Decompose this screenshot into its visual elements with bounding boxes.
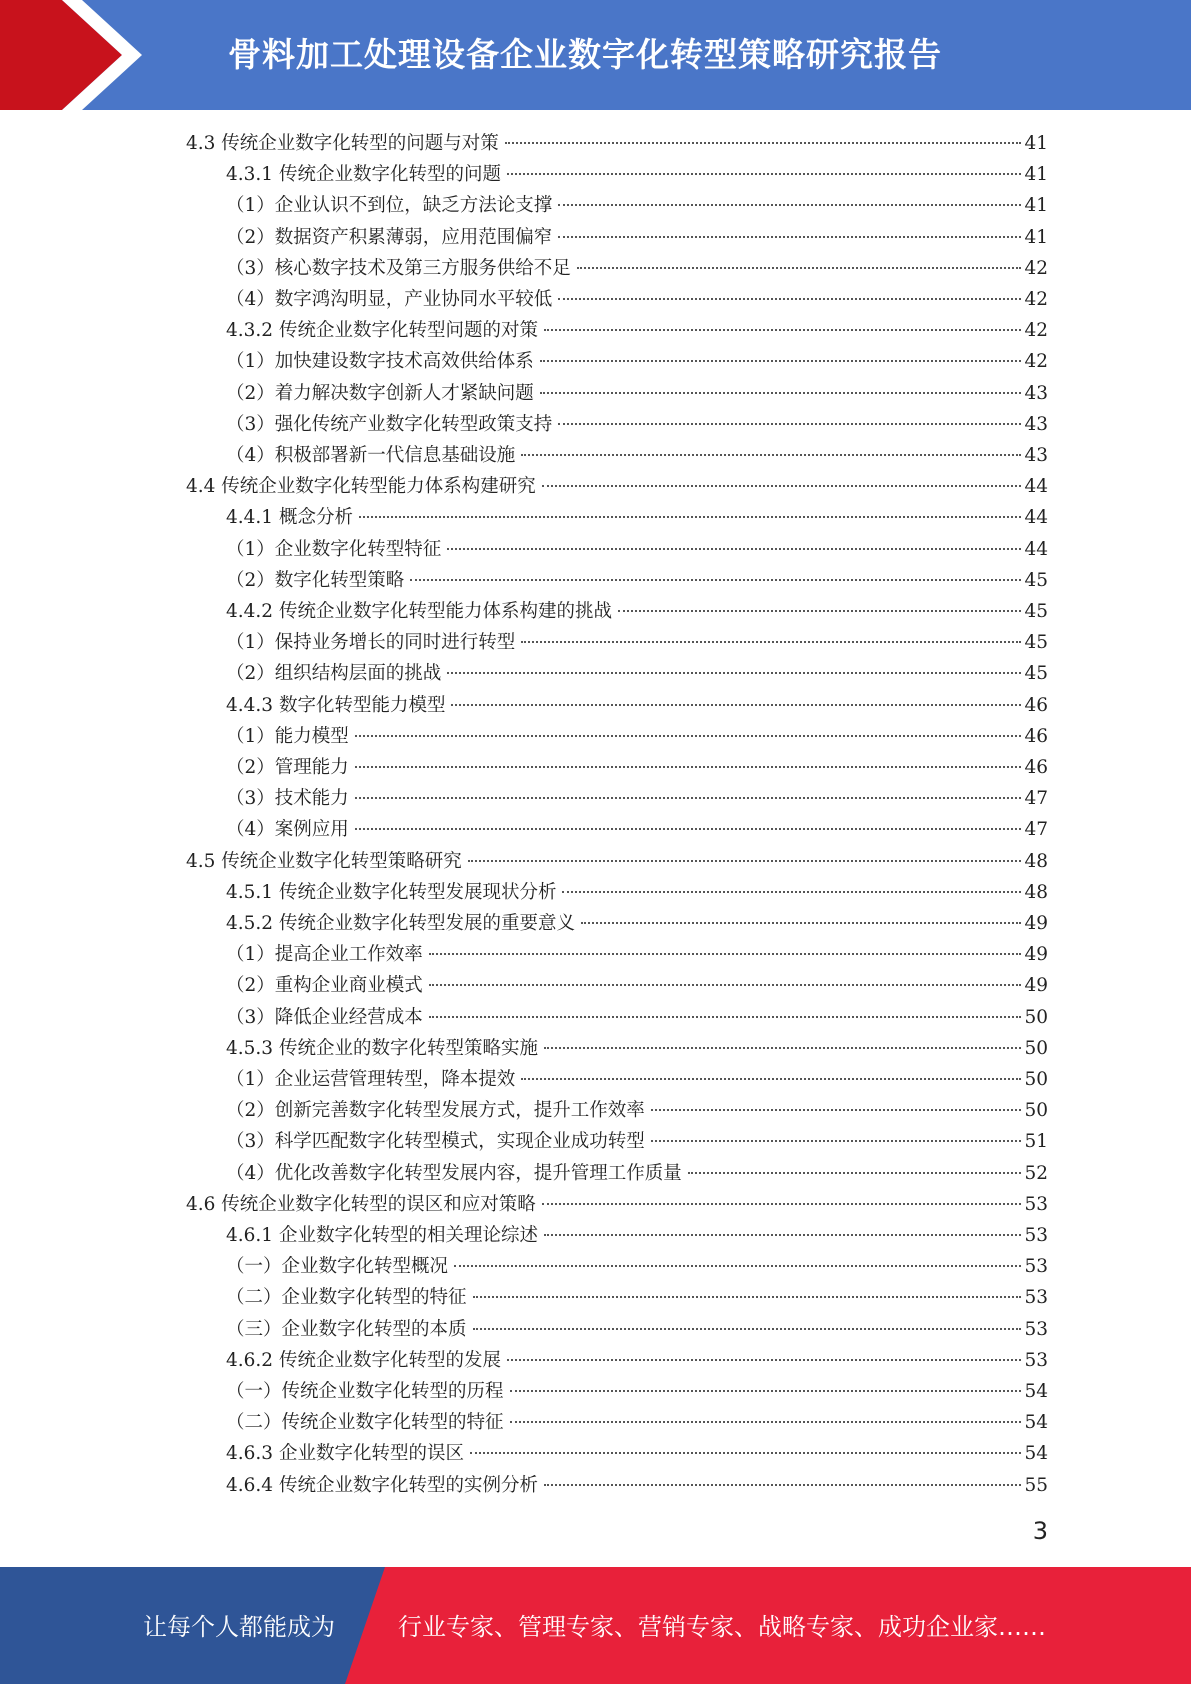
toc-leader-dots: [558, 236, 1021, 238]
toc-entry[interactable]: [186, 846, 1048, 877]
toc-entry[interactable]: [226, 752, 1048, 783]
toc-entry-page: 46: [1024, 757, 1048, 778]
toc-leader-dots: [359, 516, 1022, 518]
toc-entry[interactable]: [226, 1376, 1048, 1407]
toc-entry-page: 50: [1024, 1069, 1048, 1090]
toc-entry[interactable]: [226, 690, 1048, 721]
toc-leader-dots: [473, 1296, 1022, 1298]
toc-entry-page: 41: [1024, 133, 1048, 154]
toc-entry-title: （一）传统企业数字化转型的历程: [226, 1381, 504, 1402]
toc-entry[interactable]: [226, 1158, 1048, 1189]
toc-leader-dots: [521, 454, 1021, 456]
toc-entry-page: 43: [1024, 445, 1048, 466]
toc-leader-dots: [544, 1484, 1021, 1486]
toc-leader-dots: [544, 1047, 1021, 1049]
toc-entry-page: 41: [1024, 164, 1048, 186]
footer-band: [0, 1567, 1191, 1684]
toc-entry-title: 4.5 传统企业数字化转型策略研究: [186, 850, 462, 872]
toc-entry-title: 4.6.2 传统企业数字化转型的发展: [226, 1349, 501, 1371]
toc-entry-page: 41: [1024, 226, 1048, 248]
toc-entry-title: 4.5.3 传统企业的数字化转型策略实施: [226, 1037, 538, 1059]
toc-entry-title: （1）保持业务增长的同时进行转型: [226, 632, 516, 654]
toc-leader-dots: [542, 485, 1022, 487]
toc-entry-title: （3）核心数字技术及第三方服务供给不足: [226, 257, 571, 279]
toc-entry-page: 53: [1024, 1193, 1048, 1215]
toc-leader-dots: [355, 766, 1022, 768]
toc-entry-title: （一）企业数字化转型概况: [226, 1256, 449, 1278]
toc-leader-dots: [562, 891, 1021, 893]
toc-entry-title: （3）技术能力: [226, 788, 349, 810]
toc-entry[interactable]: [226, 658, 1048, 689]
toc-entry-page: 44: [1024, 507, 1048, 529]
report-title: 骨料加工处理设备企业数字化转型策略研究报告: [228, 35, 942, 74]
toc-entry-page: 41: [1024, 195, 1048, 217]
toc-entry[interactable]: [186, 1189, 1048, 1220]
toc-entry-page: 51: [1024, 1131, 1048, 1153]
toc-entry-title: （2）管理能力: [226, 757, 349, 778]
toc-leader-dots: [618, 610, 1021, 612]
toc-entry-title: 4.6.1 企业数字化转型的相关理论综述: [226, 1225, 538, 1246]
toc-entry[interactable]: [226, 378, 1048, 409]
toc-entry-title: 4.6 传统企业数字化转型的误区和应对策略: [186, 1193, 536, 1215]
toc-entry-page: 52: [1024, 1162, 1048, 1184]
toc-entry-title: （三）企业数字化转型的本质: [226, 1318, 467, 1340]
toc-entry[interactable]: [226, 502, 1048, 533]
toc-entry[interactable]: [186, 128, 1048, 159]
toc-entry[interactable]: [226, 190, 1048, 221]
toc-entry-title: （3）降低企业经营成本: [226, 1006, 423, 1028]
toc-leader-dots: [651, 1140, 1022, 1142]
toc-entry[interactable]: [226, 159, 1048, 190]
toc-leader-dots: [429, 984, 1022, 986]
toc-entry-page: 53: [1024, 1349, 1048, 1371]
toc-entry-page: 54: [1024, 1443, 1048, 1465]
toc-entry[interactable]: [226, 565, 1048, 596]
toc-leader-dots: [473, 1328, 1022, 1330]
page-number: 3: [1032, 1517, 1048, 1545]
toc-entry-title: （2）着力解决数字创新人才紧缺问题: [226, 382, 534, 404]
toc-entry-page: 44: [1024, 476, 1048, 498]
toc-entry-page: 49: [1024, 944, 1048, 966]
toc-entry[interactable]: [226, 814, 1048, 845]
toc-entry[interactable]: [226, 939, 1048, 970]
toc-entry-title: 4.4.1 概念分析: [226, 507, 353, 529]
toc-leader-dots: [510, 1390, 1022, 1392]
toc-leader-dots: [507, 1359, 1021, 1361]
toc-entry-title: （2）组织结构层面的挑战: [226, 663, 442, 685]
toc-entry-title: 4.6.4 传统企业数字化转型的实例分析: [226, 1474, 538, 1496]
toc-entry[interactable]: [226, 1126, 1048, 1157]
toc-entry-page: 53: [1024, 1256, 1048, 1278]
toc-leader-dots: [507, 173, 1021, 175]
toc-leader-dots: [454, 1265, 1021, 1267]
toc-leader-dots: [451, 704, 1021, 706]
toc-leader-dots: [540, 392, 1022, 394]
toc-entry-title: （3）强化传统产业数字化转型政策支持: [226, 413, 553, 435]
toc-entry-title: 4.5.1 传统企业数字化转型发展现状分析: [226, 881, 557, 903]
toc-entry[interactable]: [226, 1438, 1048, 1469]
toc-entry-page: 53: [1024, 1225, 1048, 1246]
toc-leader-dots: [544, 329, 1021, 331]
toc-entry-page: 54: [1024, 1412, 1048, 1434]
toc-leader-dots: [542, 1203, 1022, 1205]
toc-entry-page: 50: [1024, 1006, 1048, 1028]
toc-leader-dots: [429, 1016, 1022, 1018]
header-chevron-icon: [0, 0, 150, 110]
toc-entry[interactable]: [186, 471, 1048, 502]
toc-leader-dots: [651, 1109, 1022, 1111]
toc-leader-dots: [429, 953, 1022, 955]
toc-entry-page: 55: [1024, 1474, 1048, 1496]
toc-entry-page: 49: [1024, 975, 1048, 997]
toc-entry-title: 4.4.2 传统企业数字化转型能力体系构建的挑战: [226, 601, 612, 622]
toc-entry-page: 42: [1024, 320, 1048, 342]
toc-entry[interactable]: [226, 908, 1048, 939]
toc-entry-page: 45: [1024, 632, 1048, 654]
toc-leader-dots: [688, 1172, 1022, 1174]
toc-entry-page: 45: [1024, 569, 1048, 591]
toc-entry[interactable]: [226, 1002, 1048, 1033]
toc-leader-dots: [447, 548, 1021, 550]
toc-leader-dots: [355, 735, 1022, 737]
toc-entry-page: 54: [1024, 1381, 1048, 1402]
toc-entry-title: （二）传统企业数字化转型的特征: [226, 1412, 504, 1434]
toc-entry-page: 53: [1024, 1318, 1048, 1340]
toc-entry[interactable]: [226, 721, 1048, 752]
toc-entry-title: （二）企业数字化转型的特征: [226, 1287, 467, 1309]
toc-entry-page: 47: [1024, 819, 1048, 841]
footer-slogan-left: 让每个人都能成为: [143, 1613, 335, 1641]
toc-leader-dots: [558, 204, 1021, 206]
toc-entry-page: 42: [1024, 257, 1048, 279]
toc-entry-title: （1）加快建设数字技术高效供给体系: [226, 351, 534, 373]
toc-entry[interactable]: [226, 1220, 1048, 1251]
toc-entry-page: 45: [1024, 663, 1048, 685]
toc-entry[interactable]: [226, 627, 1048, 658]
toc-entry-title: 4.6.3 企业数字化转型的误区: [226, 1443, 464, 1465]
toc-entry[interactable]: [226, 534, 1048, 565]
toc-entry-title: 4.3.2 传统企业数字化转型问题的对策: [226, 320, 538, 342]
toc-leader-dots: [581, 922, 1021, 924]
toc-leader-dots: [355, 797, 1022, 799]
toc-leader-dots: [521, 641, 1021, 643]
toc-entry-page: 47: [1024, 788, 1048, 810]
toc-entry-title: （4）优化改善数字化转型发展内容，提升管理工作质量: [226, 1162, 682, 1184]
toc-entry-title: （3）科学匹配数字化转型模式，实现企业成功转型: [226, 1131, 645, 1153]
toc-entry[interactable]: [226, 783, 1048, 814]
footer-slogan-right: 行业专家、管理专家、营销专家、战略专家、成功企业家……: [398, 1613, 1046, 1641]
toc-entry[interactable]: [226, 877, 1048, 908]
toc-entry-title: （1）能力模型: [226, 725, 349, 747]
toc-entry-page: 44: [1024, 538, 1048, 560]
toc-entry-page: 48: [1024, 881, 1048, 903]
toc-leader-dots: [505, 142, 1022, 144]
toc-entry-title: （1）企业运营管理转型，降本提效: [226, 1069, 516, 1090]
toc-entry-title: （1）企业认识不到位，缺乏方法论支撑: [226, 195, 553, 217]
toc-entry[interactable]: [226, 1033, 1048, 1064]
header-band: [0, 0, 1191, 110]
toc-entry-page: 50: [1024, 1037, 1048, 1059]
toc-leader-dots: [558, 423, 1021, 425]
toc-entry-title: 4.3 传统企业数字化转型的问题与对策: [186, 133, 499, 154]
toc-leader-dots: [468, 860, 1022, 862]
toc-entry-page: 43: [1024, 413, 1048, 435]
toc-entry[interactable]: [226, 1064, 1048, 1095]
toc-entry-page: 53: [1024, 1287, 1048, 1309]
toc-entry-page: 48: [1024, 850, 1048, 872]
toc-entry[interactable]: [226, 222, 1048, 253]
toc-entry-page: 43: [1024, 382, 1048, 404]
toc-entry-title: 4.3.1 传统企业数字化转型的问题: [226, 164, 501, 186]
toc-entry[interactable]: [226, 1407, 1048, 1438]
toc-entry-title: （4）数字鸿沟明显，产业协同水平较低: [226, 289, 553, 310]
toc-entry-title: （2）重构企业商业模式: [226, 975, 423, 997]
toc-entry-page: 42: [1024, 351, 1048, 373]
toc-entry[interactable]: [226, 253, 1048, 284]
toc-entry[interactable]: [226, 1282, 1048, 1313]
toc-entry[interactable]: [226, 1470, 1048, 1501]
toc-entry-title: 4.4 传统企业数字化转型能力体系构建研究: [186, 476, 536, 498]
toc-entry[interactable]: [226, 1314, 1048, 1345]
toc-entry-title: （4）积极部署新一代信息基础设施: [226, 445, 516, 466]
toc-leader-dots: [558, 298, 1021, 300]
toc-leader-dots: [447, 672, 1021, 674]
toc-entry[interactable]: [226, 346, 1048, 377]
toc-entry-title: （2）数字化转型策略: [226, 569, 405, 591]
toc-entry[interactable]: [226, 440, 1048, 471]
toc-entry[interactable]: [226, 315, 1048, 346]
toc-entry[interactable]: [226, 1095, 1048, 1126]
toc-entry-title: （1）企业数字化转型特征: [226, 538, 442, 560]
toc-leader-dots: [410, 579, 1021, 581]
toc-entry[interactable]: [226, 1251, 1048, 1282]
toc-entry[interactable]: [226, 970, 1048, 1001]
toc-entry-page: 46: [1024, 694, 1048, 716]
toc-leader-dots: [540, 360, 1022, 362]
toc-entry-title: 4.5.2 传统企业数字化转型发展的重要意义: [226, 913, 575, 934]
toc-entry-page: 49: [1024, 913, 1048, 934]
toc-leader-dots: [355, 828, 1022, 830]
toc-leader-dots: [470, 1452, 1021, 1454]
toc-entry[interactable]: [226, 284, 1048, 315]
toc-entry-title: （1）提高企业工作效率: [226, 944, 423, 966]
toc-leader-dots: [521, 1078, 1021, 1080]
toc-entry-title: 4.4.3 数字化转型能力模型: [226, 694, 446, 716]
toc-entry[interactable]: [226, 409, 1048, 440]
toc-leader-dots: [544, 1234, 1021, 1236]
toc-entry-title: （2）创新完善数字化转型发展方式，提升工作效率: [226, 1100, 645, 1122]
toc-entry[interactable]: [226, 596, 1048, 627]
toc-entry-title: （4）案例应用: [226, 819, 349, 841]
toc-leader-dots: [577, 267, 1022, 269]
toc-entry-page: 45: [1024, 601, 1048, 622]
toc-entry-page: 42: [1024, 289, 1048, 310]
toc-entry-title: （2）数据资产积累薄弱，应用范围偏窄: [226, 226, 553, 248]
toc-entry-page: 46: [1024, 725, 1048, 747]
toc-leader-dots: [510, 1421, 1022, 1423]
toc-entry-page: 50: [1024, 1100, 1048, 1122]
toc-entry[interactable]: [226, 1345, 1048, 1376]
